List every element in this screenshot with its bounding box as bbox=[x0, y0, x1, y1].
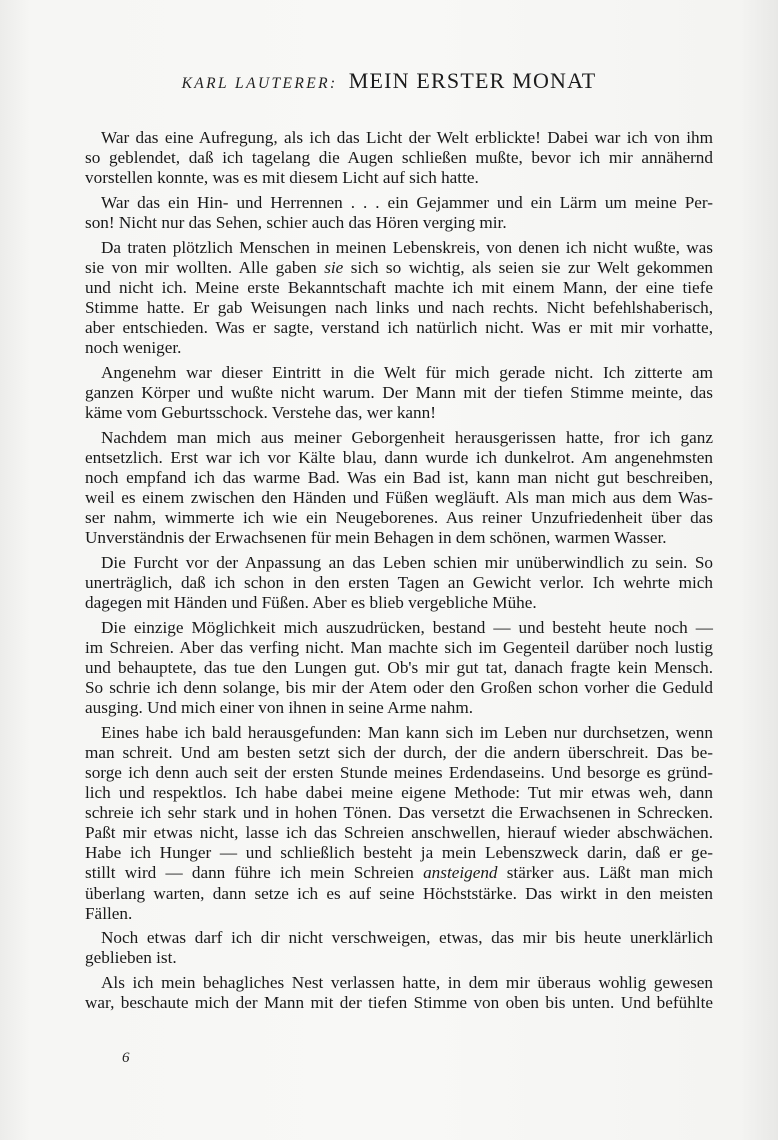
text-line: Nachdem man mich aus meiner Geborgenheit herausgerissen hatte, fror ich ganz bbox=[101, 427, 713, 447]
text-line: noch empfand ich das warme Bad. Was ein Bad ist, kann man nicht gut beschreiben, bbox=[85, 467, 713, 487]
text-line: überlang warten, dann setze ich es auf seine Höchststärke. Das wirkt in den meisten bbox=[85, 883, 713, 903]
paragraph bbox=[85, 553, 713, 613]
paragraph bbox=[85, 428, 713, 549]
text-line: dagegen mit Händen und Füßen. Aber es blieb vergebliche Mühe. bbox=[85, 593, 537, 613]
paragraph bbox=[85, 618, 713, 718]
text-line: so geblendet, daß ich tagelang die Augen schließen mußte, bevor ich mir annähernd bbox=[85, 148, 713, 168]
paragraph bbox=[85, 363, 713, 423]
paragraph bbox=[85, 193, 713, 233]
text-line: weil es einem zwischen den Händen und Füßen wegläuft. Als man mich aus dem Was- bbox=[85, 487, 713, 507]
paragraph bbox=[85, 128, 713, 188]
text-line: Habe ich Hunger — und schließlich besteht ja mein Lebenszweck darin, daß er ge- bbox=[85, 843, 713, 863]
text-line: War das ein Hin- und Herrennen . . . ein Gejammer und ein Lärm um meine Per- bbox=[101, 192, 713, 212]
chapter-title: MEIN ERSTER MONAT bbox=[348, 68, 597, 93]
text-line: sie von mir wollten. Alle gaben sie sich so wichtig, als seien sie zur Welt gekommen bbox=[85, 257, 713, 277]
text-line: Die einzige Möglichkeit mich auszudrücken, bestand — und besteht heute noch — bbox=[101, 617, 713, 637]
paragraph bbox=[85, 973, 713, 1013]
emphasized-word: ansteigend bbox=[423, 863, 498, 883]
emphasized-word: sie bbox=[324, 257, 344, 277]
running-header bbox=[0, 68, 778, 94]
page-number: 6 bbox=[122, 1050, 130, 1066]
text-line: lich und respektlos. Ich habe dabei meine eigene Methode: Tut mir etwas weh, dann bbox=[85, 783, 713, 803]
text-line: Paßt mir etwas nicht, lasse ich das Schreien anschwellen, hierauf wieder abschwächen. bbox=[85, 823, 713, 843]
text-line: Als ich mein behagliches Nest verlassen hatte, in dem mir überaus wohlig gewesen bbox=[101, 973, 713, 993]
text-line: Die Furcht vor der Anpassung an das Leben schien mir unüberwindlich zu sein. So bbox=[101, 552, 713, 572]
text-line: aber entschieden. Was er sagte, verstand ich natürlich nicht. Was er mit mir vorhatte, bbox=[85, 318, 713, 338]
text-line: und nicht ich. Meine erste Bekanntschaft machte ich mit einem Mann, der eine tiefe bbox=[85, 277, 713, 297]
text-line: war, beschaute mich der Mann mit der tiefen Stimme von oben bis unten. Und befühlte bbox=[85, 993, 713, 1013]
text-line: geblieben ist. bbox=[85, 948, 177, 968]
paragraph bbox=[85, 238, 713, 359]
paragraph bbox=[85, 928, 713, 968]
text-line: ausging. Und mich einer von ihnen in seine Arme nahm. bbox=[85, 698, 474, 718]
paragraph bbox=[85, 723, 713, 924]
text-line: vorstellen konnte, was es mit diesem Licht auf sich hatte. bbox=[85, 168, 479, 188]
text-line: son! Nicht nur das Sehen, schier auch das Hören verging mir. bbox=[85, 212, 507, 232]
text-line: Unverständnis der Erwachsenen für mein Behagen in dem schönen, warmen Wasser. bbox=[85, 528, 667, 548]
text-line: sorge ich denn auch seit der ersten Stunde meines Erdendaseins. Und besorge es gründ- bbox=[85, 762, 713, 782]
text-line: Noch etwas darf ich dir nicht verschweigen, etwas, das mir bis heute unerklärlich bbox=[101, 928, 713, 948]
text-line: und behauptete, das tue den Lungen gut. Ob's mir gut tat, danach fragte kein Mensch. bbox=[85, 657, 713, 677]
text-line: Fällen. bbox=[85, 903, 133, 923]
text-line: man schreit. Und am besten setzt sich der durch, der die andern überschreit. Das be- bbox=[85, 742, 713, 762]
text-line: unerträglich, daß ich schon in den ersten Tagen an Gewicht verlor. Ich wehrte mich bbox=[85, 572, 713, 592]
text-line: War das eine Aufregung, als ich das Licht der Welt erblickte! Dabei war ich von ihm bbox=[101, 128, 713, 147]
text-line: stillt wird — dann führe ich mein Schreien ansteigend stärker aus. Läßt man mich bbox=[85, 863, 713, 883]
text-line: schreie ich sehr stark und in hohen Tönen. Das versetzt die Erwachsenen in Schrecken. bbox=[85, 803, 713, 823]
text-line: Eines habe ich bald herausgefunden: Man kann sich im Leben nur durchsetzen, wenn bbox=[101, 722, 713, 742]
text-line: Stimme hatte. Er gab Weisungen nach links und nach rechts. Nicht befehlshaberisch, bbox=[85, 297, 713, 317]
text-line: Da traten plötzlich Menschen in meinen Lebenskreis, von denen ich nicht wußte, was bbox=[101, 237, 713, 257]
text-line: entsetzlich. Erst war ich vor Kälte blau, dann wurde ich dunkelrot. Am angenehmsten bbox=[85, 447, 713, 467]
text-line: im Schreien. Aber das verfing nicht. Man machte sich im Gegenteil darüber noch lustig bbox=[85, 637, 713, 657]
text-line: So schrie ich denn solange, bis mir der Atem oder den Großen schon vorher die Geduld bbox=[85, 678, 713, 697]
text-line: ser nahm, wimmerte ich wie ein Neugeborenes. Aus reiner Unzufriedenheit über das bbox=[85, 508, 713, 528]
body-text bbox=[85, 128, 713, 1013]
text-line: Angenehm war dieser Eintritt in die Welt für mich gerade nicht. Ich zitterte am bbox=[101, 362, 713, 382]
text-line: käme vom Geburtsschock. Verstehe das, wer kann! bbox=[85, 403, 436, 422]
text-line: ganzen Körper und wußte nicht warum. Der Mann mit der tiefen Stimme meinte, das bbox=[85, 382, 713, 402]
text-line: noch weniger. bbox=[85, 338, 182, 358]
author-name: KARL LAUTERER: bbox=[181, 75, 338, 92]
